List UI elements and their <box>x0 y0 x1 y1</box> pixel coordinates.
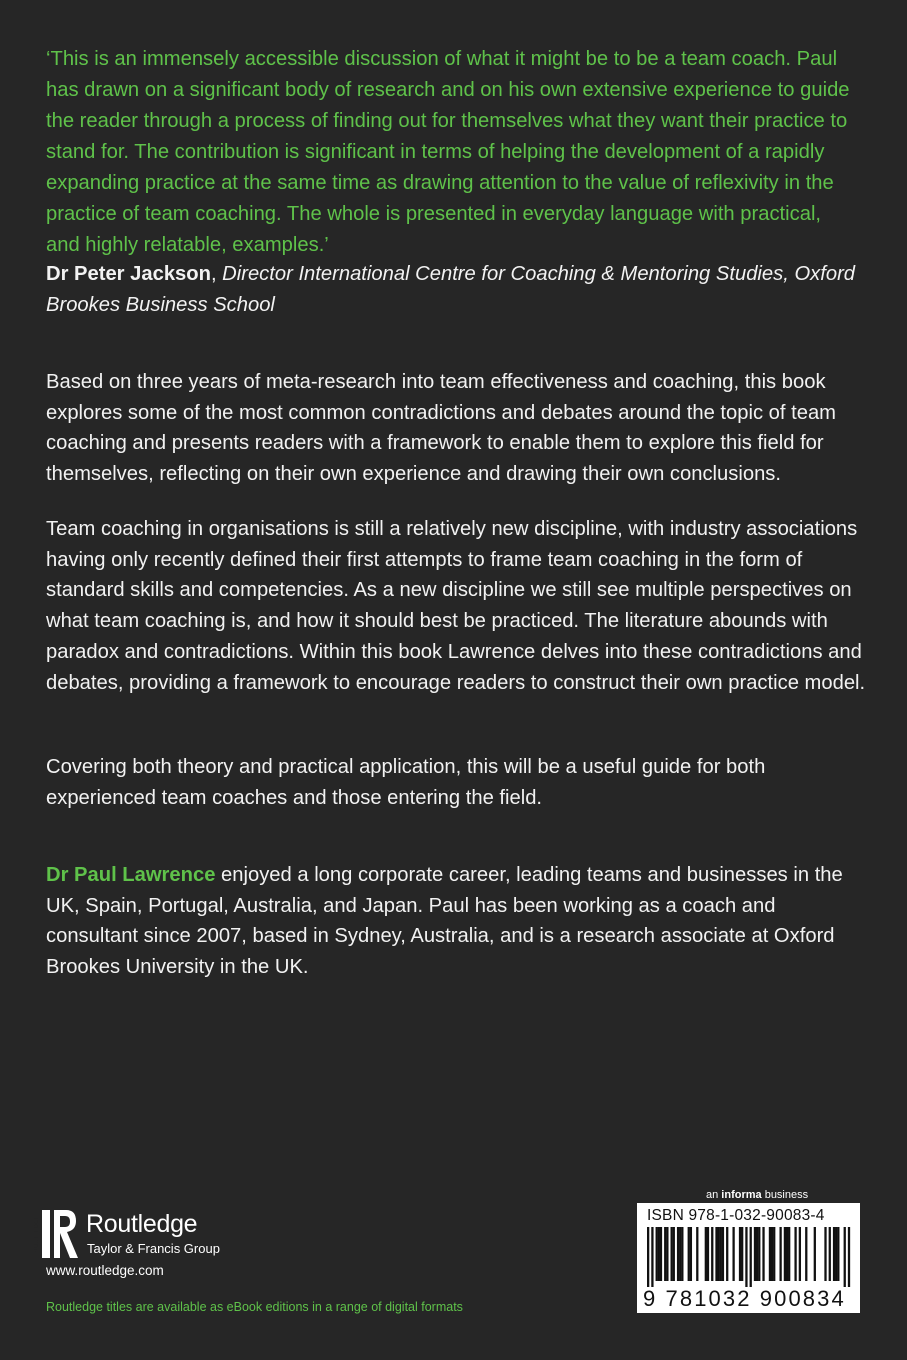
barcode-bar <box>720 1227 722 1281</box>
barcode-bar <box>829 1227 831 1281</box>
informa-suffix: business <box>761 1189 809 1201</box>
endorser-name: Dr Peter Jackson <box>46 263 211 285</box>
publisher-name: Routledge <box>86 1210 198 1238</box>
barcode-bar <box>745 1227 747 1287</box>
description-paragraph-3: Covering both theory and practical application, this will be a useful guide for both experienced team coaches and those entering the field. <box>46 756 766 809</box>
endorser-role: Director International Centre for Coaching & Mentoring Studies, Oxford Brookes Business School <box>46 263 856 316</box>
informa-business-tagline <box>706 1189 808 1201</box>
endorsement-quote: ‘This is an immensely accessible discussion of what it might be to be a team coach. Paul has drawn on a significant body of research and on his own extensive experience to guide the reader through a process of finding out for themselves what they want their practice to stand for. The contribution is significant in terms of helping the development of a rapidly expanding practice at the same time as drawing attention to the value of reflexivity in the practice of team coaching. The whole is presented in everyday language with practical, and highly relatable, examples.’ <box>46 48 850 256</box>
barcode-bar <box>679 1227 681 1281</box>
barcode-bar <box>814 1227 816 1281</box>
barcode-bar <box>837 1227 839 1281</box>
barcode-bar <box>756 1227 758 1281</box>
attribution-separator: , <box>210 263 223 285</box>
isbn-label: ISBN 978-1-032-90083-4 <box>647 1207 825 1224</box>
barcode-bar <box>673 1227 675 1281</box>
svg-text:ROUTLEDGE: ROUTLEDGE <box>34 1215 40 1253</box>
description-paragraph-2: Team coaching in organisations is still a relatively new discipline, with industry associations having only recently defined their first attempts to frame team coaching in the form of standard skills and competencies. As a new discipline we still see multiple perspectives on what team coaching is, and how it should best be practiced. The literature abounds with paradox and contradictions. Within this book Lawrence delves into these contradictions and debates, providing a framework to encourage readers to construct their own practice model. <box>46 518 866 694</box>
ean-digits: 9 781032 900834 <box>643 1286 846 1311</box>
barcode-bar <box>664 1227 666 1281</box>
barcode-bar <box>754 1227 756 1281</box>
ebook-availability-note: Routledge titles are available as eBook editions in a range of digital formats <box>46 1300 463 1314</box>
publisher-logo <box>34 1208 242 1260</box>
barcode-bar <box>726 1227 728 1281</box>
barcode-bar <box>833 1227 835 1281</box>
barcode-bar <box>799 1227 801 1281</box>
isbn-barcode <box>637 1203 860 1313</box>
informa-brand: informa <box>721 1189 762 1201</box>
barcode-bar <box>788 1227 790 1281</box>
barcode-bar <box>779 1227 781 1281</box>
barcode-bar <box>739 1227 741 1281</box>
barcode-bar <box>690 1227 692 1281</box>
barcode-bar <box>707 1227 709 1281</box>
barcode-bar <box>660 1227 662 1281</box>
barcode-bar <box>696 1227 698 1281</box>
barcode-bar <box>824 1227 826 1281</box>
barcode-bar <box>677 1227 679 1281</box>
barcode-bar <box>769 1227 771 1281</box>
barcode-bar <box>718 1227 720 1281</box>
barcode-bar <box>786 1227 788 1281</box>
barcode-bar <box>647 1227 649 1287</box>
endorsement-attribution <box>46 259 858 321</box>
description-paragraph-1: Based on three years of meta-research into team effectiveness and coaching, this book explores some of the most common contradictions and debates around the topic of team coaching and presents readers with a framework to enable them to explore this field for themselves, reflecting on their own experience and drawing their own conclusions. <box>46 371 836 486</box>
barcode-bar <box>711 1227 713 1281</box>
barcode-bar <box>848 1227 850 1287</box>
barcode-bar <box>741 1227 743 1281</box>
barcode-bar <box>844 1227 846 1287</box>
barcode-bar <box>762 1227 764 1281</box>
informa-prefix: an <box>706 1189 722 1201</box>
barcode-bar <box>773 1227 775 1281</box>
barcode-bar <box>722 1227 724 1281</box>
barcode-bar <box>758 1227 760 1281</box>
author-name: Dr Paul Lawrence <box>46 864 216 886</box>
barcode-bar <box>658 1227 660 1281</box>
barcode-bars <box>647 1227 850 1287</box>
publisher-website: www.routledge.com <box>46 1263 164 1278</box>
routledge-r-logo-icon <box>34 1208 80 1260</box>
publisher-group: Taylor & Francis Group <box>87 1241 220 1256</box>
barcode-bar <box>835 1227 837 1281</box>
barcode-bar <box>771 1227 773 1281</box>
barcode-bar <box>656 1227 658 1281</box>
barcode-bar <box>732 1227 734 1281</box>
barcode-bar <box>705 1227 707 1281</box>
author-bio <box>46 860 866 983</box>
barcode-bar <box>688 1227 690 1281</box>
barcode-bar <box>666 1227 668 1281</box>
barcode-bar <box>681 1227 683 1281</box>
barcode-bar <box>784 1227 786 1281</box>
barcode-bar <box>715 1227 717 1281</box>
author-bio-text: enjoyed a long corporate career, leading teams and businesses in the UK, Spain, Portugal, Australia, and Japan. Paul has been working as a coach and consultant since 2007, based in Sydney, Australia, and is a research associate at Oxford Brookes University in the UK. <box>46 864 843 979</box>
barcode-bar <box>671 1227 673 1281</box>
barcode-bar <box>805 1227 807 1281</box>
barcode-bar <box>750 1227 752 1287</box>
barcode-bar <box>651 1227 653 1287</box>
barcode-bar <box>794 1227 796 1281</box>
